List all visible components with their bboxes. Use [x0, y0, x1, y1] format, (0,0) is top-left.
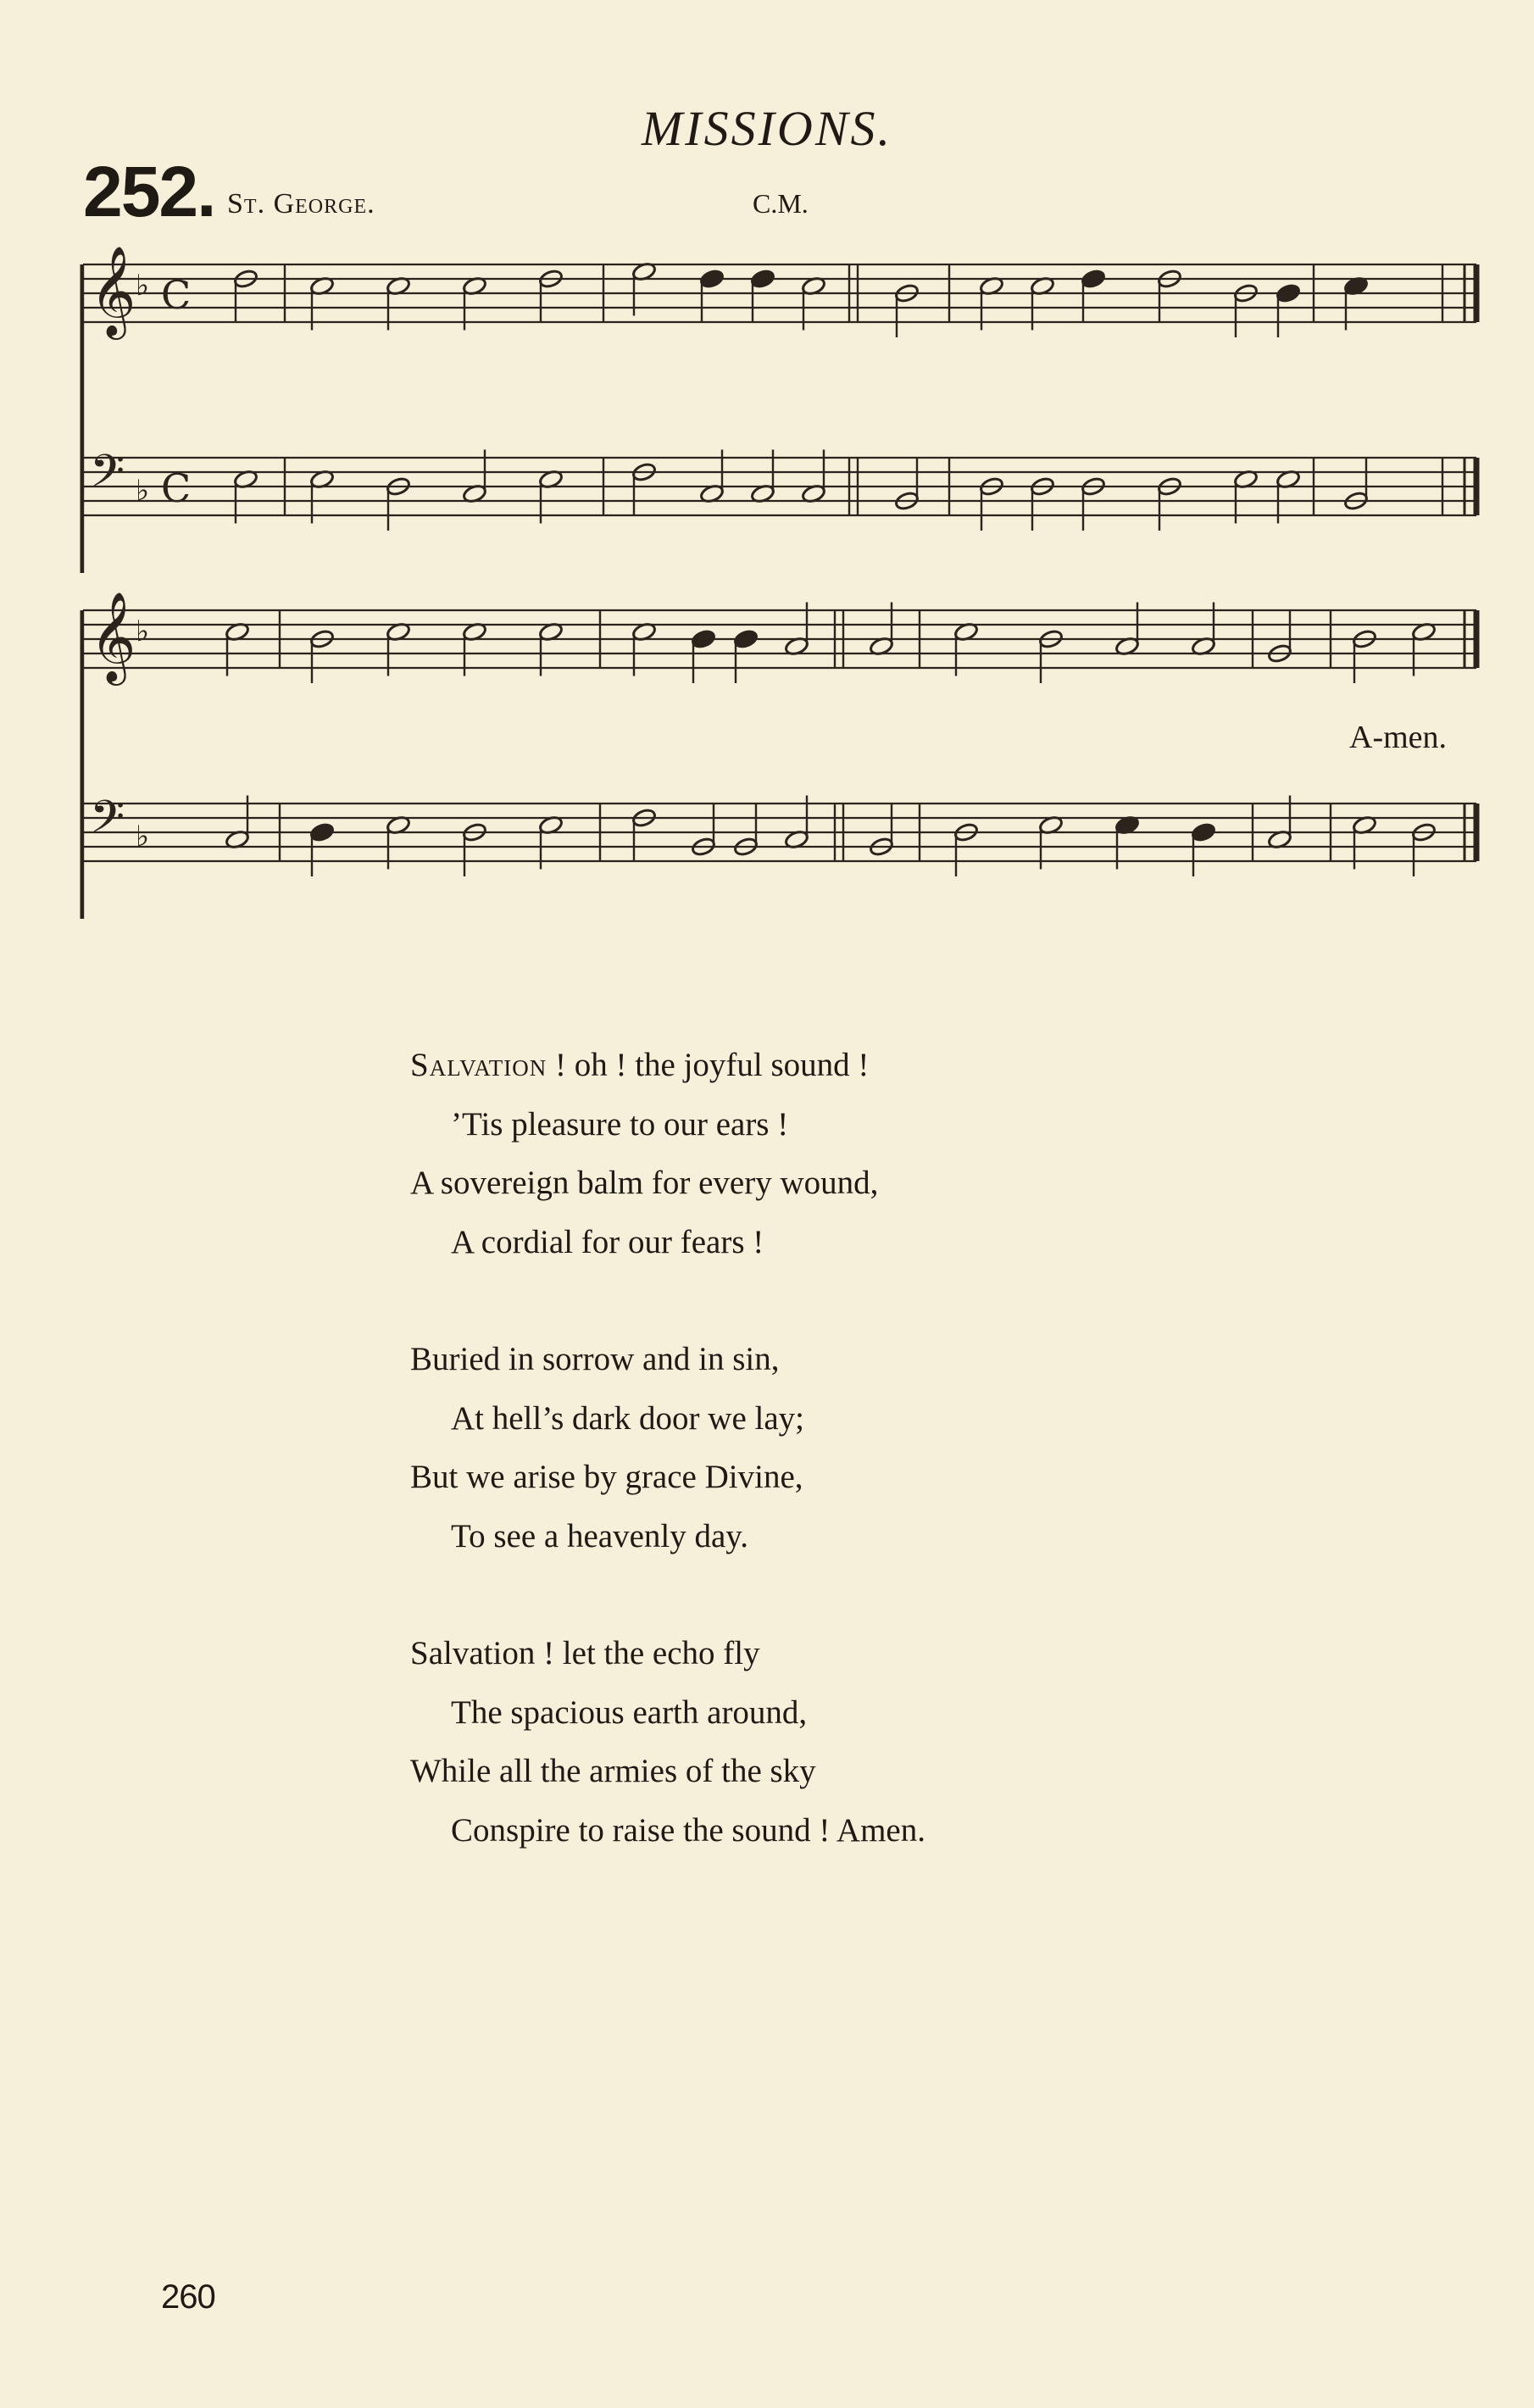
flat-sign-icon: ♭ — [136, 269, 150, 303]
verse-line: At hell’s dark door we lay; — [451, 1399, 804, 1437]
verse-line: ’Tis pleasure to our ears ! — [451, 1105, 789, 1143]
verse-line: But we arise by grace Divine, — [410, 1459, 803, 1495]
music-score — [0, 0, 1534, 949]
flat-sign-icon: ♭ — [136, 615, 150, 648]
notehead — [750, 269, 775, 290]
treble-clef-icon: 𝄞 — [90, 591, 136, 681]
verse-line: The spacious earth around, — [451, 1693, 808, 1731]
verse-line: A sovereign balm for every wound, — [410, 1165, 879, 1201]
verse-line-lead: Salvation — [410, 1047, 547, 1083]
tune-name: St. George. — [227, 188, 375, 220]
notehead — [1191, 822, 1216, 843]
notehead — [1081, 269, 1106, 290]
verse-line: Buried in sorrow and in sin, — [410, 1341, 780, 1377]
notehead — [699, 269, 725, 290]
verse-line: To see a heavenly day. — [451, 1517, 748, 1554]
bass-clef-icon: 𝄢 — [90, 446, 125, 509]
verse-line: A cordial for our fears ! — [451, 1223, 764, 1260]
treble-clef-icon: 𝄞 — [90, 245, 136, 336]
verses — [410, 1036, 1258, 1918]
amen-label: A-men. — [1349, 720, 1448, 755]
notehead — [733, 629, 759, 650]
meter: C.M. — [753, 188, 809, 219]
verse-line: Salvation ! let the echo fly — [410, 1635, 760, 1671]
notehead — [309, 822, 335, 843]
flat-sign-icon: ♭ — [136, 820, 150, 854]
page-number: 260 — [161, 2278, 215, 2316]
stanza-3 — [410, 1624, 1258, 1860]
bass-clef-icon: 𝄢 — [90, 792, 125, 854]
hymn-number: 252. — [83, 152, 215, 231]
common-time-icon: C — [161, 465, 192, 511]
verse-line — [410, 1036, 1258, 1095]
stanza-2 — [410, 1330, 1258, 1565]
running-head: MISSIONS. — [641, 101, 892, 156]
stanza-1 — [410, 1036, 1258, 1271]
notehead — [1276, 283, 1301, 304]
verse-line: While all the armies of the sky — [410, 1753, 816, 1789]
notehead — [691, 629, 716, 650]
flat-sign-icon: ♭ — [136, 474, 150, 508]
common-time-icon: C — [161, 272, 192, 318]
verse-line: Conspire to raise the sound ! Amen. — [451, 1811, 925, 1849]
verse-line-rest: ! oh ! the joyful sound ! — [547, 1047, 870, 1083]
